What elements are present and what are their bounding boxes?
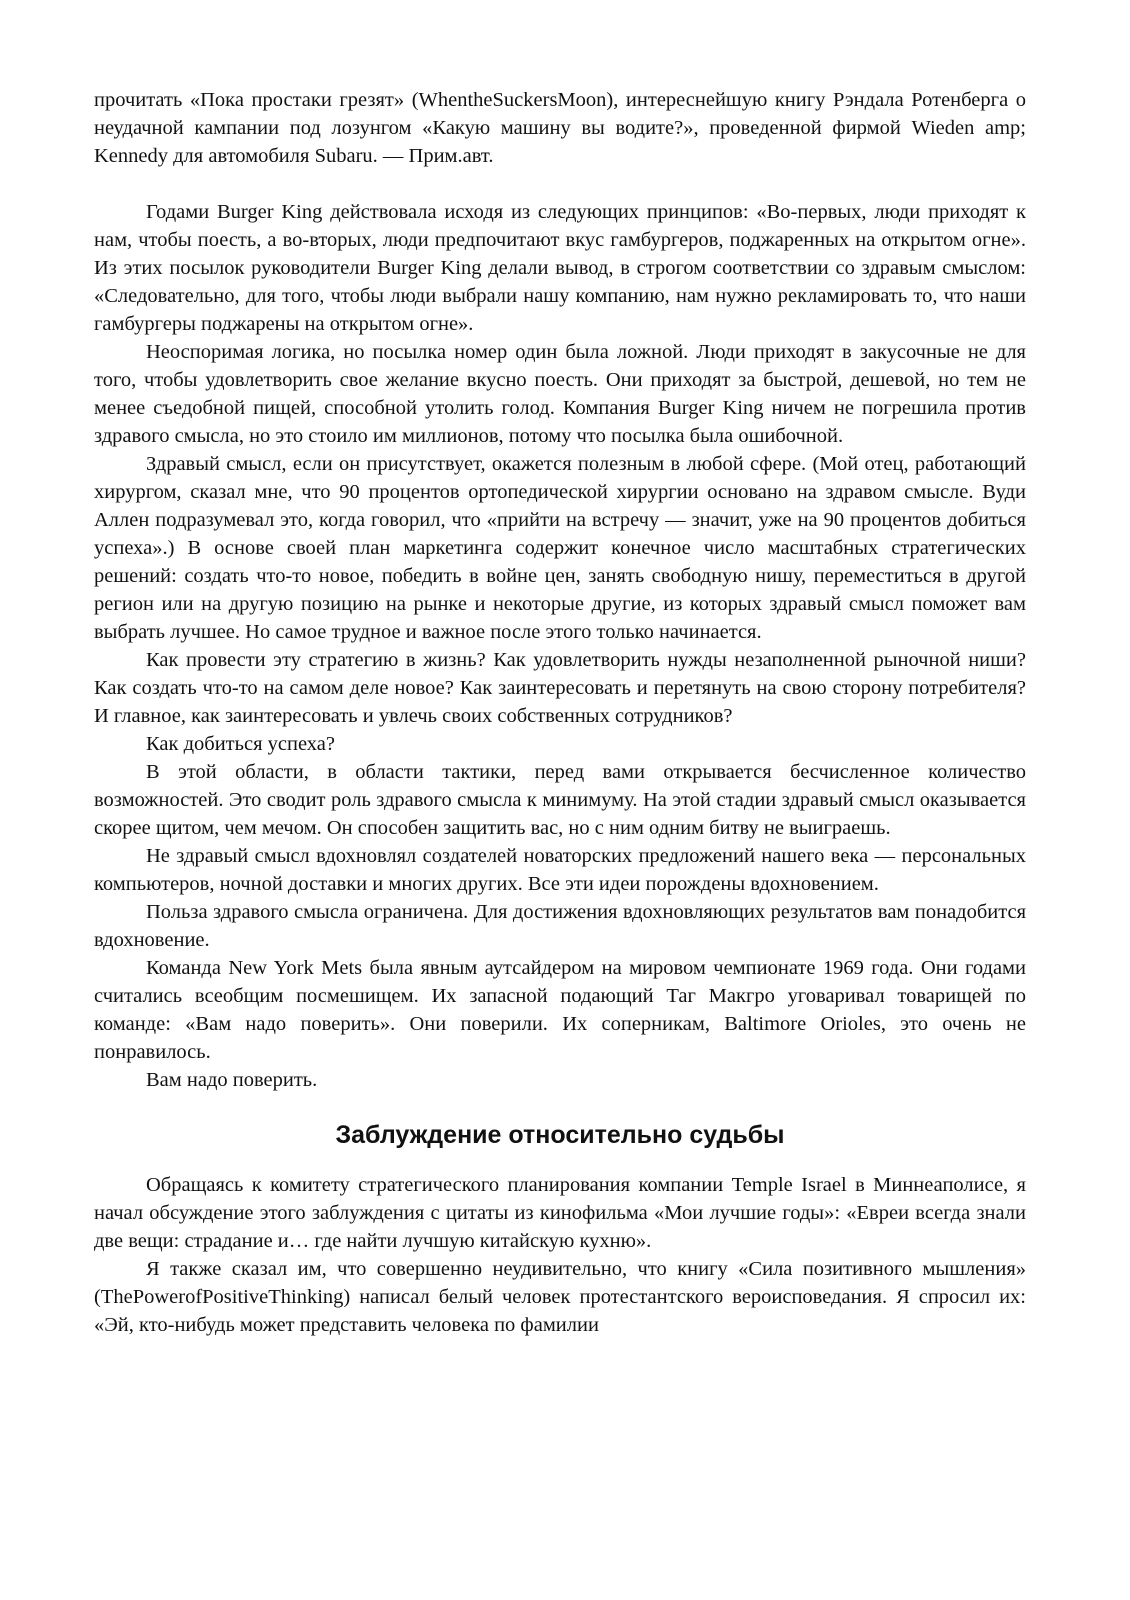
paragraph-limited-benefit: Польза здравого смысла ограничена. Для достижения вдохновляющих результатов вам понадобится вдохновение. (94, 901, 1026, 951)
paragraph-how-to-succeed: Как добиться успеха? (146, 733, 335, 755)
paragraph-positive-thinking: Я также сказал им, что совершенно неудивительно, что книгу «Сила позитивного мышления» (ThePowerofPositiveThinking) написал белый человек протестантского вероисповедания. Я спросил их: «Эй, кто-нибудь может представить человека по фамилии (94, 1258, 1026, 1336)
paragraph-common-sense-useful: Здравый смысл, если он присутствует, окажется полезным в любой сфере. (Мой отец, работающий хирургом, сказал мне, что 90 процентов ортопедической хирургии основано на здравом смысле. Вуди Аллен подразумевал это, когда говорил, что «прийти на встречу — значит, уже на 90 процентов добиться успеха».) В основе своей план маркетинга содержит конечное число масштабных стратегических решений: создать что-то новое, победить в войне цен, занять свободную нишу, переместиться в другой регион или на другую позицию на рынке и некоторые другие, из которых здравый смысл поможет вам выбрать лучшее. Но самое трудное и важное после этого только начинается. (94, 453, 1026, 643)
paragraph-innovations: Не здравый смысл вдохновлял создателей новаторских предложений нашего века — персональных компьютеров, ночной доставки и многих других. Все эти идеи порождены вдохновением. (94, 845, 1026, 895)
document-page (94, 86, 1026, 1339)
paragraph-you-need-to-believe: Вам надо поверить. (146, 1069, 318, 1091)
footnote-continuation: прочитать «Пока простаки грезят» (WhentheSuckersMoon), интереснейшую книгу Рэндала Ротенберга о неудачной кампании под лозунгом «Какую машину вы водите?», проведенной фирмой Wieden amp; Kennedy для автомобиля Subaru. — Прим.авт. (94, 89, 1026, 167)
paragraph-burger-king-principles: Годами Burger King действовала исходя из следующих принципов: «Во-первых, люди приходят к нам, чтобы поесть, а во-вторых, люди предпочитают вкус гамбургеров, поджаренных на открытом огне». Из этих посылок руководители Burger King делали вывод, в строгом соответствии со здравым смыслом: «Следовательно, для того, чтобы люди выбрали нашу компанию, нам нужно рекламировать то, что наши гамбургеры поджарены на открытом огне». (94, 201, 1026, 335)
paragraph-tactics: В этой области, в области тактики, перед вами открывается бесчисленное количество возможностей. Это сводит роль здравого смысла к минимуму. На этой стадии здравый смысл оказывается скорее щитом, чем мечом. Он способен защитить вас, но с ним одним битву не выиграешь. (94, 761, 1026, 839)
paragraph-temple-israel: Обращаясь к комитету стратегического планирования компании Temple Israel в Миннеаполисе, я начал обсуждение этого заблуждения с цитаты из кинофильма «Мои лучшие годы»: «Евреи всегда знали две вещи: страдание и… где найти лучшую китайскую кухню». (94, 1174, 1026, 1252)
section-heading: Заблуждение относительно судьбы (335, 1121, 785, 1149)
paragraph-strategy-questions: Как провести эту стратегию в жизнь? Как удовлетворить нужды незаполненной рыночной ниши? Как создать что-то на самом деле новое? Как заинтересовать и перетянуть на свою сторону потребителя? И главное, как заинтересовать и увлечь своих собственных сотрудников? (94, 649, 1026, 727)
paragraph-new-york-mets: Команда New York Mets была явным аутсайдером на мировом чемпионате 1969 года. Они годами считались всеобщим посмешищем. Их запасной подающий Таг Макгро уговаривал товарищей по команде: «Вам надо поверить». Они поверили. Их соперникам, Baltimore Orioles, это очень не понравилось. (94, 957, 1026, 1063)
paragraph-false-premise: Неоспоримая логика, но посылка номер один была ложной. Люди приходят в закусочные не для того, чтобы удовлетворить свое желание вкусно поесть. Они приходят за быстрой, дешевой, но тем не менее съедобной пищей, способной утолить голод. Компания Burger King ничем не погрешила против здравого смысла, но это стоило им миллионов, потому что посылка была ошибочной. (94, 341, 1026, 447)
